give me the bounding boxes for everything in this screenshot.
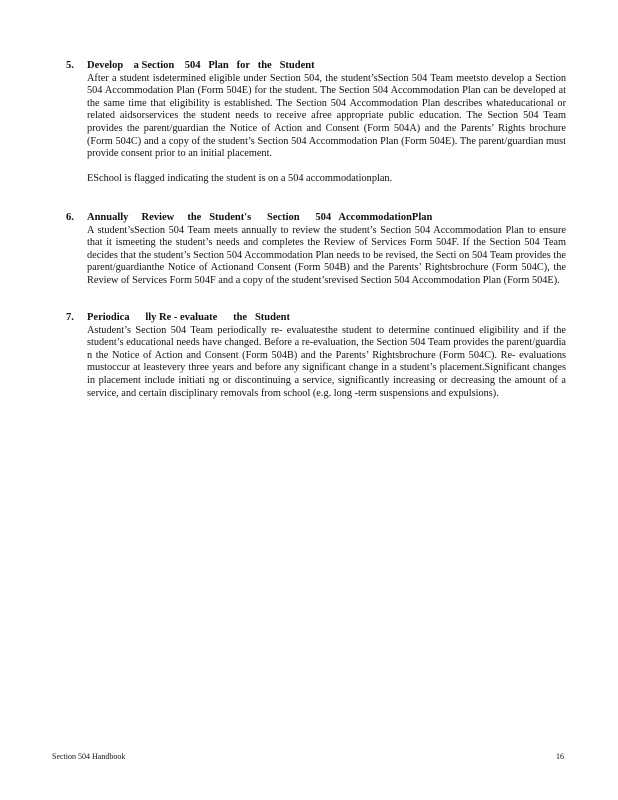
item-heading: Periodica lly Re - evaluate the Student <box>87 312 290 323</box>
item-number: 6. <box>66 212 74 223</box>
item-number: 7. <box>66 312 74 323</box>
footer-title: Section 504 Handbook <box>52 752 126 761</box>
page-number: 16 <box>556 752 564 761</box>
item-number: 5. <box>66 60 74 71</box>
item-heading: Annually Review the Student's Section 504 AccommodationPlan <box>87 212 433 223</box>
item-paragraph: ESchool is flagged indicating the student is on a 504 accommodationplan. <box>87 173 393 185</box>
list-item-annual-review <box>66 212 566 288</box>
item-paragraph: A student’sSection 504 Team meets annually to review the student’s Section 504 Accommodation Plan to ensure that it ismeeting the student’s needs and completes the Review of Services Form 504F. If the Section 504 Team decides that the student’s Section 504 Accommodation Plan needs to be revised, the Secti on 504 Team provides the parent/guardianthe Notice of Actionand Consent (Form 504B) and the Parents’ Rightsbrochure (Form 504C), the Review of Services Form 504F and a copy of the student’srevised Section 504 Accommodation Plan (Form 504E). <box>87 224 566 286</box>
list-item-reevaluate <box>66 312 566 400</box>
item-paragraph: Astudent’s Section 504 Team periodically re- evaluatesthe student to determine continued eligibility and if the student’s educational needs have changed. Before a re-evaluation, the Section 504 Team provides the parent/guardia n the Notice of Action and Consent (Form 504B) and the Parents’ Rightsbrochure (Form 504C). Re- evaluations mustoccur at leastevery three years and before any significant change in a student’s placement.Significant changes in placement include initiati ng or discontinuing a service, significantly increasing or decreasing the amount of a service, and certain disciplinary removals from school (e.g. long -term suspensions and expulsions). <box>87 324 566 399</box>
item-paragraph: After a student isdetermined eligible under Section 504, the student’sSection 504 Team meetsto develop a Section 504 Accommodation Plan (Form 504E) for the student. The Section 504 Accommodation Plan can be developed at the same time that eligibility is established. The Section 504 Accommodation Plan describes whateducational or related aidsorservices the student needs to receive afree appropriate public education. The Section 504 Team provides the parent/guardian the Notice of Action and Consent (Form 504A) and the Parents’ Rights brochure (Form 504C) and a copy of the student’s Section 504 Accommodation Plan (Form 504E). The parent/guardian must provide consent prior to an initial placement. <box>87 72 566 160</box>
item-heading: Develop a Section 504 Plan for the Student <box>87 60 315 71</box>
list-item-develop-plan <box>66 60 566 186</box>
